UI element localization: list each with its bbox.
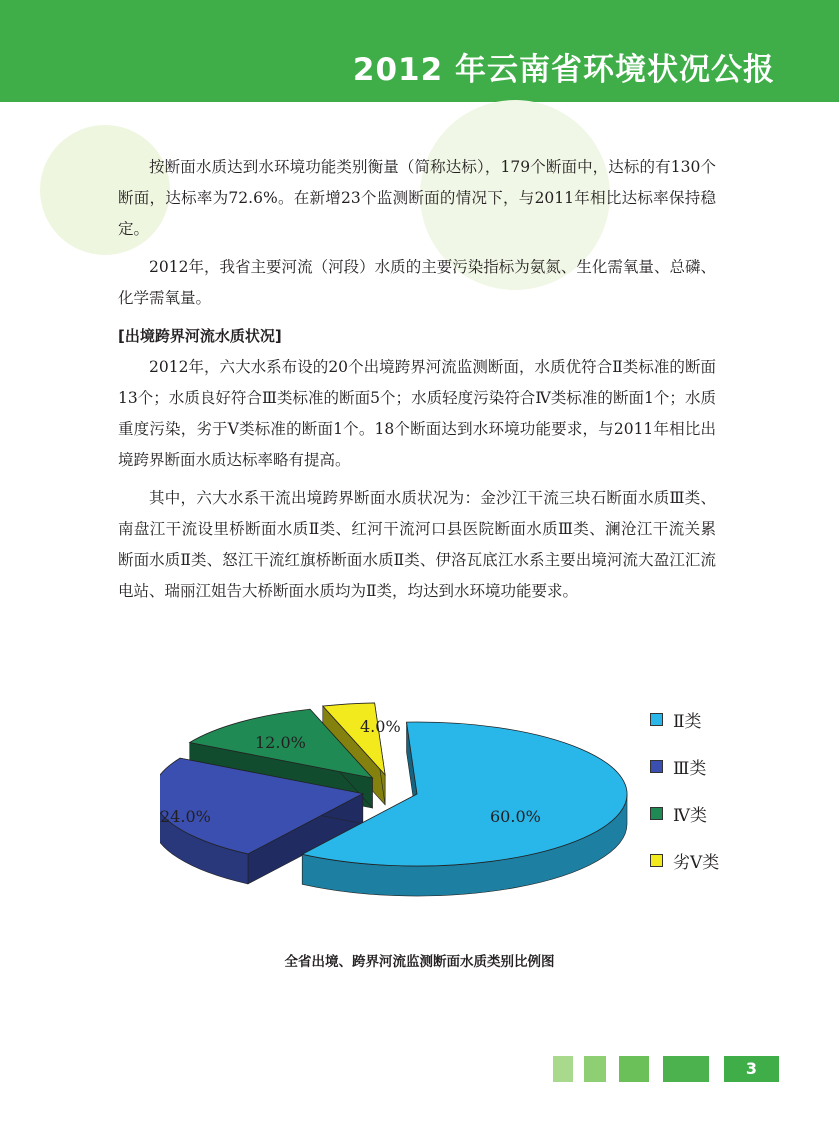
body-text: [118, 152, 716, 614]
legend-item-class-2: [650, 696, 719, 743]
paragraph-compliance: 按断面水质达到水环境功能类别衡量（简称达标），179个断面中，达标的有130个断面，达标率为72.6%。在新增23个监测断面的情况下，与2011年相比达标率保持稳定。: [118, 158, 716, 238]
footer-block: [663, 1056, 709, 1082]
chart-legend: [650, 696, 719, 884]
footer-block: [584, 1056, 606, 1082]
slice-class-4-label: 12.0%: [255, 733, 306, 752]
paragraph-crossborder: 2012年，六大水系布设的20个出境跨界河流监测断面，水质优符合Ⅱ类标准的断面13个；水质良好符合Ⅲ类标准的断面5个；水质轻度污染符合Ⅳ类标准的断面1个；水质重度污染，劣于Ⅴ类标准的断面1个。18个断面达到水环境功能要求，与2011年相比出境跨界断面水质达标率略有提高。: [118, 358, 716, 469]
section-subheading: [出境跨界河流水质状况]: [118, 327, 282, 345]
legend-label-class-4: Ⅳ类: [673, 806, 707, 826]
legend-label-class-3: Ⅲ类: [673, 759, 707, 779]
legend-item-class-worse-5: [650, 837, 719, 884]
footer-block: [553, 1056, 573, 1082]
legend-swatch-class-3: [650, 760, 663, 773]
footer-block: [619, 1056, 649, 1082]
legend-swatch-class-2: [650, 713, 663, 726]
footer-decoration: [0, 1056, 839, 1082]
chart-caption: 全省出境、跨界河流监测断面水质类别比例图: [284, 954, 555, 970]
slice-class-worse-5-label: 4.0%: [360, 717, 401, 736]
paragraph-mainstreams: 其中，六大水系干流出境跨界断面水质状况为：金沙江干流三块石断面水质Ⅲ类、南盘江干流设里桥断面水质Ⅱ类、红河干流河口县医院断面水质Ⅲ类、澜沧江干流关累断面水质Ⅱ类、怒江干流红旗桥断面水质Ⅱ类、伊洛瓦底江水系主要出境河流大盈江汇流电站、瑞丽江姐告大桥断面水质均为Ⅱ类，均达到水环境功能要求。: [118, 489, 716, 600]
legend-item-class-3: [650, 743, 719, 790]
page-number: 3: [724, 1056, 779, 1082]
report-title: 2012 年云南省环境状况公报: [352, 52, 775, 88]
legend-label-class-2: Ⅱ类: [673, 712, 702, 732]
slice-class-3-label: 24.0%: [160, 807, 211, 826]
legend-item-class-4: [650, 790, 719, 837]
legend-swatch-class-worse-5: [650, 854, 663, 867]
header-bar: [0, 0, 839, 102]
paragraph-pollutants: 2012年，我省主要河流（河段）水质的主要污染指标为氨氮、生化需氧量、总磷、化学需氧量。: [118, 258, 716, 307]
slice-class-2-label: 60.0%: [490, 807, 541, 826]
legend-swatch-class-4: [650, 807, 663, 820]
pie-chart-svg: [160, 690, 630, 920]
legend-label-class-worse-5: 劣Ⅴ类: [673, 853, 720, 873]
